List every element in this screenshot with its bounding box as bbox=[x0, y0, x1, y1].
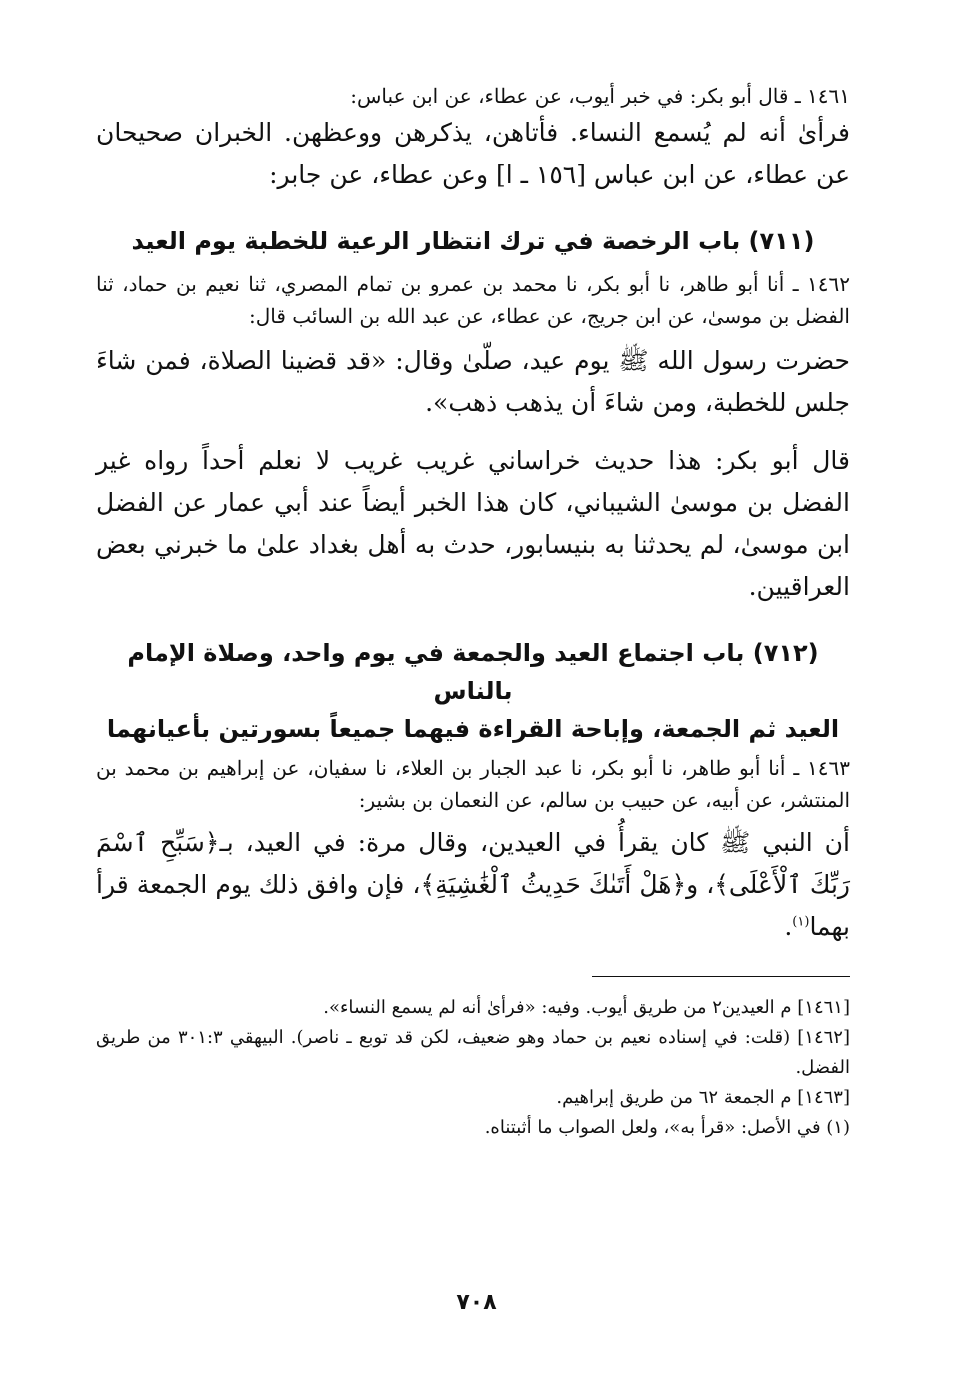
chapter-712-heading bbox=[96, 634, 850, 748]
page-body bbox=[96, 80, 850, 1143]
hadith-1463-matn-text: أن النبي ﷺ كان يقرأُ في العيدين، وقال مرة: في العيد، بـ﴿سَبِّحِ ٱسْمَ رَبِّكَ ٱلْأَعْلَى﴾، و﴿هَلْ أَتَىٰكَ حَدِيثُ ٱلْغَٰشِيَةِ﴾، فإن وافق ذلك يوم الجمعة قرأ بهما bbox=[96, 828, 850, 941]
footnote-1463: [١٤٦٣] م الجمعة ٦٢ من طريق إبراهيم. bbox=[556, 1087, 850, 1108]
footnote-separator-wrap bbox=[96, 976, 850, 977]
hadith-1462-comment: قال أبو بكر: هذا حديث خراساني غريب غريب لا نعلم أحداً رواه غير الفضل بن موسىٰ الشيباني، كان هذا الخبر أيضاً عند أبي عمار عن الفضل ابن موسىٰ، لم يحدثنا به بنيسابور، حدث به أهل بغداد علىٰ ما خبرني بعض العراقيين. bbox=[96, 446, 850, 601]
footnote-separator bbox=[592, 976, 850, 977]
hadith-1462-matn: حضرت رسول الله ﷺ يوم عيد، صلّىٰ وقال: «قد قضينا الصلاة، فمن شاءَ جلس للخطبة، ومن شاءَ أن يذهب ذهب». bbox=[96, 346, 850, 417]
page-number: ٧٠٨ bbox=[456, 1290, 497, 1315]
chapter-712-line-2: العيد ثم الجمعة، وإباحة القراءة فيهما جميعاً بسورتين بأعيانهما bbox=[106, 715, 840, 743]
footnote-1461: [١٤٦١] م العيدين٢ من طريق أيوب. وفيه: «فرأىٰ أنه لم يسمع النساء». bbox=[323, 997, 850, 1018]
hadith-1463-matn-end: . bbox=[784, 912, 793, 941]
chapter-711-heading: (٧١١) باب الرخصة في ترك انتظار الرعية للخطبة يوم العيد bbox=[131, 227, 815, 255]
chapter-712-line-1: (٧١٢) باب اجتماع العيد والجمعة في يوم واحد، وصلاة الإمام بالناس bbox=[127, 639, 819, 705]
hadith-1463-isnad: ١٤٦٣ ـ أنا أبو طاهر، نا أبو بكر، نا عبد الجبار بن العلاء، نا سفيان، عن إبراهيم بن محمد بن المنتشر، عن أبيه، عن حبيب بن سالم، عن النعمان بن بشير: bbox=[96, 756, 850, 812]
footnote-ref-1: (١) bbox=[792, 914, 810, 930]
hadith-1461-matn: فرأىٰ أنه لم يُسمع النساء. فأتاهن، يذكرهن ووعظهن. الخبران صحيحان عن عطاء، عن ابن عباس [١٥٦ ـ ا] وعن عطاء، عن جابر: bbox=[96, 118, 850, 189]
footnote-1: (١) في الأصل: «قرأ به»، ولعل الصواب ما أثبتناه. bbox=[484, 1117, 850, 1138]
hadith-1461-isnad: ١٤٦١ ـ قال أبو بكر: في خبر أيوب، عن عطاء، عن ابن عباس: bbox=[350, 84, 850, 108]
footnote-1462: [١٤٦٢] (قلت: في إسناده نعيم بن حماد وهو ضعيف، لكن قد توبع ـ ناصر). البيهقي ٣٠١:٣ من طريق الفضل. bbox=[96, 1027, 850, 1078]
hadith-1462-isnad: ١٤٦٢ ـ أنا أبو طاهر، نا أبو بكر، نا محمد بن عمرو بن تمام المصري، ثنا نعيم بن حماد، ثنا الفضل بن موسىٰ، عن ابن جريج، عن عطاء، عن عبد الله بن السائب قال: bbox=[96, 272, 850, 328]
hadith-1463-matn bbox=[96, 822, 850, 948]
